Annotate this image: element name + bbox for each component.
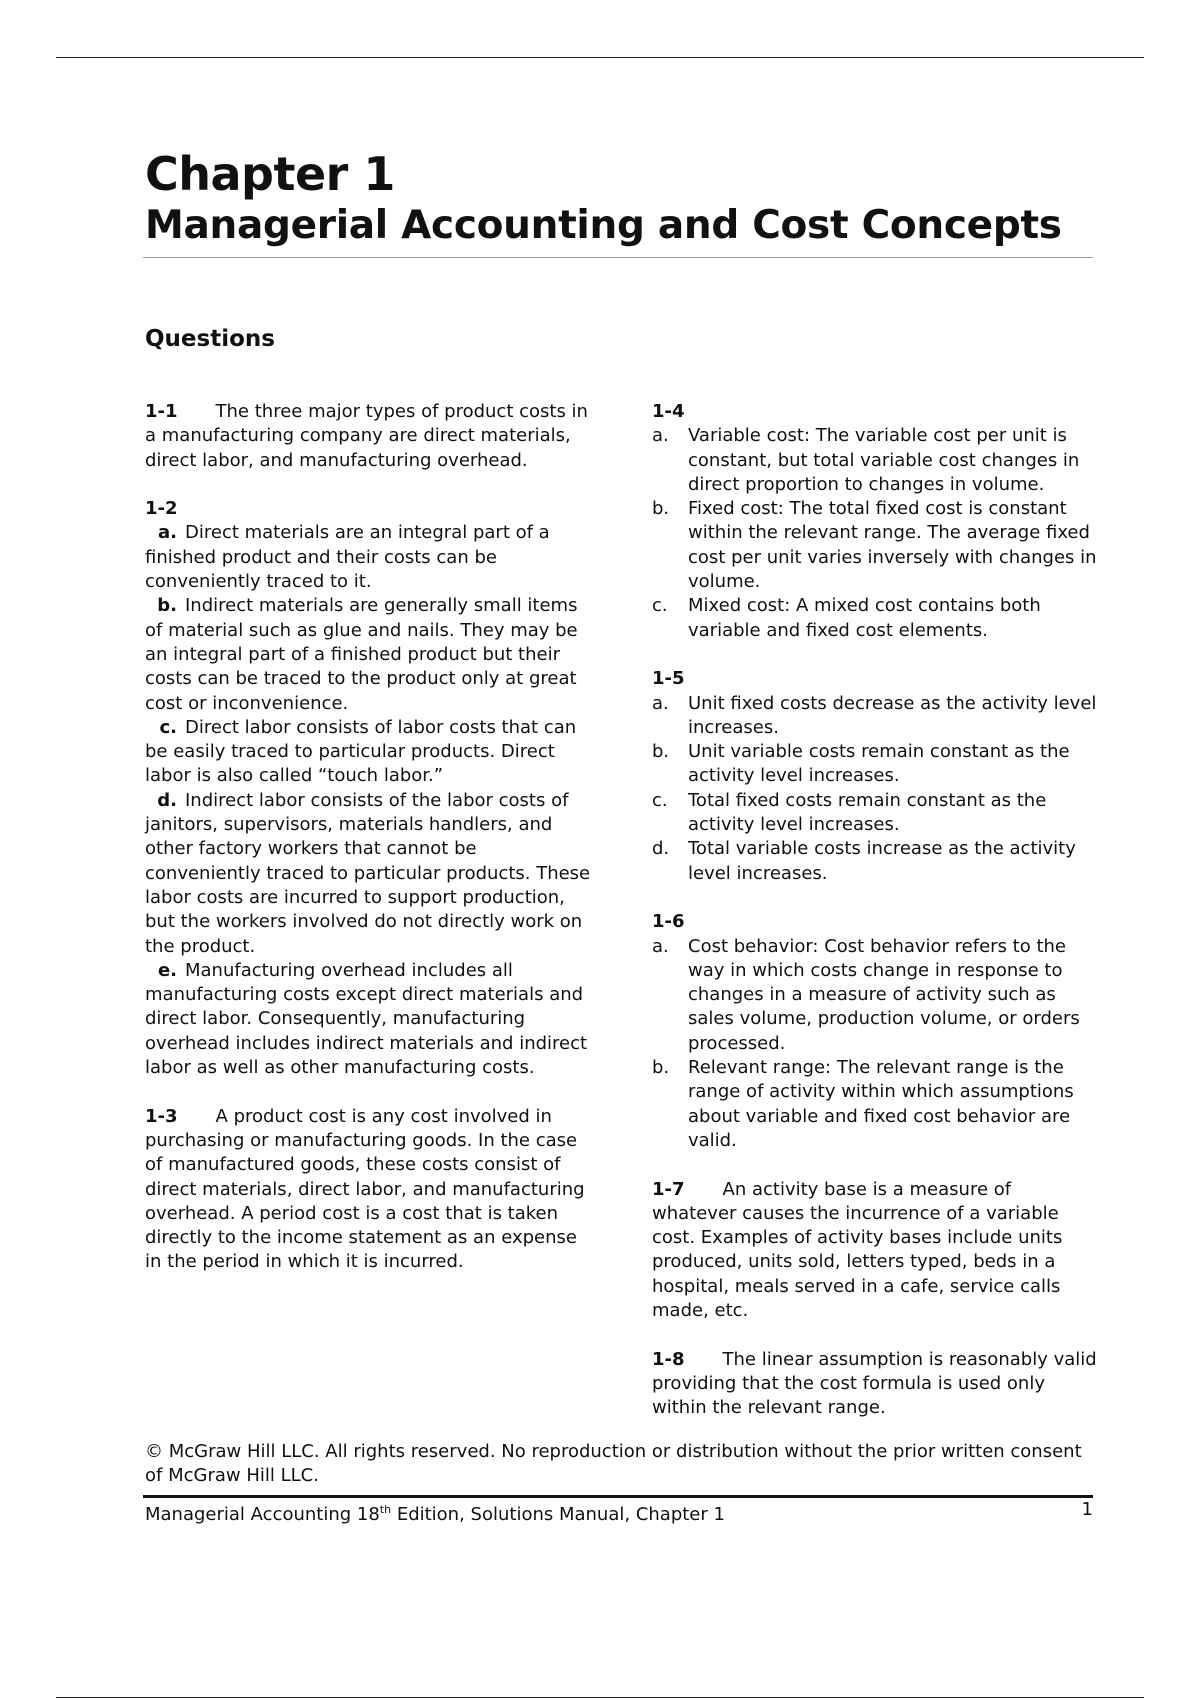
question-number: 1-7 — [652, 1178, 685, 1200]
page-number: 1 — [1081, 1499, 1093, 1520]
answer-item-b: b. Indirect materials are generally small items of material such as glue and nails. They may be an integral part of a finished product but their costs can be traced to the product only at great cost or inconvenience. — [145, 595, 578, 714]
question-1-3 — [145, 1105, 593, 1275]
question-number: 1-1 — [145, 401, 178, 422]
bottom-rule — [56, 1697, 1144, 1698]
top-rule — [56, 57, 1144, 58]
answer-item-c: c. Mixed cost: A mixed cost contains both variable and fixed cost elements. — [652, 595, 1041, 641]
title-divider — [143, 257, 1093, 258]
answer-item-b: b. Fixed cost: The total fixed cost is constant within the relevant range. The average fixed cost per unit varies inversely with changes in volume. — [652, 498, 1097, 593]
question-text: An activity base is a measure of whatever causes the incurrence of a variable cost. Examples of activity bases include units produced, units sold, letters typed, beds in a hospital, meals served in a cafe, service calls made, etc. — [652, 1178, 1063, 1321]
answer-item-d: d. Total variable costs increase as the activity level increases. — [652, 838, 1076, 884]
question-1-8 — [652, 1348, 1097, 1421]
question-number: 1-6 — [652, 911, 685, 933]
right-column — [652, 400, 1097, 1445]
answer-item-b: b. Relevant range: The relevant range is the range of activity within which assumptions about variable and fixed cost behavior are valid. — [652, 1057, 1074, 1151]
question-number: 1-5 — [652, 668, 685, 690]
section-heading: Questions — [145, 326, 275, 352]
question-number: 1-8 — [652, 1348, 685, 1370]
book-title: Managerial Accounting 18th Edition, Solutions Manual, Chapter 1 — [145, 1503, 725, 1525]
question-1-7 — [652, 1178, 1097, 1324]
copyright-notice: © McGraw Hill LLC. All rights reserved. No reproduction or distribution without the prior written consent of McGraw Hill LLC. — [145, 1441, 1082, 1487]
question-number: 1-2 — [145, 498, 178, 520]
question-number: 1-3 — [145, 1105, 178, 1127]
chapter-title: Chapter 1 — [145, 147, 395, 201]
question-text: The linear assumption is reasonably valid providing that the cost formula is used only within the relevant range. — [652, 1348, 1097, 1419]
running-footer — [145, 1498, 1093, 1527]
question-1-5 — [652, 667, 1097, 886]
question-1-2 — [145, 497, 593, 1080]
answer-item-b: b. Unit variable costs remain constant as the activity level increases. — [652, 741, 1070, 787]
answer-item-e: e. Manufacturing overhead includes all manufacturing costs except direct materials and direct labor. Consequently, manufacturing overhead includes indirect materials and indirect labor as well as other manufacturing costs. — [145, 959, 588, 1079]
question-1-6 — [652, 910, 1097, 1153]
answer-item-a: a. Unit fixed costs decrease as the activity level increases. — [652, 692, 1097, 738]
answer-item-c: c. Direct labor consists of labor costs that can be easily traced to particular products. Direct labor is also called “touch labor.” — [145, 716, 577, 787]
answer-item-a: a. Direct materials are an integral part of a finished product and their costs can be conveniently traced to it. — [145, 522, 550, 593]
question-1-4 — [652, 400, 1097, 643]
question-1-1 — [145, 400, 593, 473]
answer-item-a: a. Cost behavior: Cost behavior refers to the way in which costs change in response to changes in a measure of activity such as sales volume, production volume, or orders processed. — [652, 935, 1080, 1054]
answer-item-c: c. Total fixed costs remain constant as the activity level increases. — [652, 789, 1047, 836]
answer-item-a: a. Variable cost: The variable cost per unit is constant, but total variable cost changes in direct proportion to changes in volume. — [652, 425, 1080, 495]
question-text: The three major types of product costs in a manufacturing company are direct materials, direct labor, and manufacturing overhead. — [145, 401, 588, 471]
left-column — [145, 400, 593, 1299]
question-text: A product cost is any cost involved in purchasing or manufacturing goods. In the case of manufactured goods, these costs consist of direct materials, direct labor, and manufacturing overhead. A period cost is a cost that is taken directly to the income statement as an expense in the period in which it is incurred. — [145, 1105, 585, 1273]
chapter-subtitle: Managerial Accounting and Cost Concepts — [145, 203, 1062, 248]
question-number: 1-4 — [652, 401, 685, 422]
answer-item-d: d. Indirect labor consists of the labor costs of janitors, supervisors, materials handlers, and other factory workers that cannot be conveniently traced to particular products. These labor costs are incurred to support production, but the workers involved do not directly work on the product. — [145, 789, 591, 957]
